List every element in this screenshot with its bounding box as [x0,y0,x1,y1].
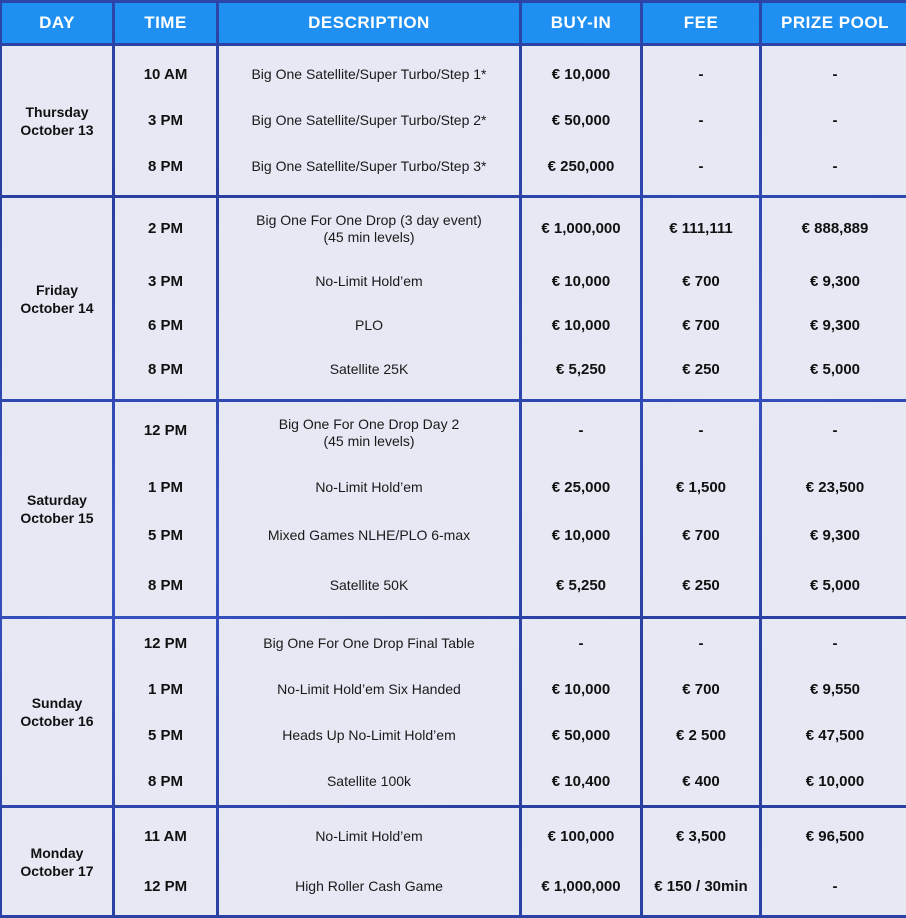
buy-in-cell [522,46,640,195]
event-time: 10 AM [143,66,188,84]
event-prize-pool: € 9,550 [809,680,861,698]
event-description-note: (45 min levels) [323,229,415,246]
event-fee: € 250 [682,576,720,594]
day-row-monday [2,808,906,915]
event-time: 3 PM [147,112,183,130]
event-description: Big One Satellite/Super Turbo/Step 2* [251,112,487,129]
buy-in-cell [522,808,640,915]
day-cell [2,402,112,615]
event-prize-pool: € 888,889 [801,220,869,238]
time-cell [115,619,216,805]
event-buy-in: € 10,000 [551,316,611,334]
event-time: 8 PM [147,576,183,594]
event-time: 11 AM [144,828,187,846]
event-description: Big One For One Drop Final Table [263,634,475,651]
event-buy-in: € 1,000,000 [541,220,621,238]
event-description: No-Limit Hold’em [315,828,423,845]
event-description: Satellite 100k [326,772,412,789]
event-fee: - [698,66,704,84]
event-buy-in: € 25,000 [551,478,611,496]
event-prize-pool: € 23,500 [805,478,865,496]
event-buy-in: - [578,422,584,440]
column-header-fee: FEE [643,3,759,43]
column-header-buy-in: BUY-IN [522,3,640,43]
event-fee: € 3,500 [675,828,727,846]
event-time: 3 PM [147,272,183,290]
event-description-note: (45 min levels) [323,433,415,450]
description-cell [219,808,519,915]
event-time: 12 PM [143,422,188,440]
event-time: 2 PM [147,220,183,238]
event-buy-in: € 100,000 [547,828,615,846]
fee-cell [643,198,759,399]
event-time: 8 PM [147,360,183,378]
day-name: Thursday [25,103,89,120]
event-time: 8 PM [147,158,183,176]
day-row-sunday [2,619,906,805]
event-fee: € 1,500 [675,478,727,496]
event-fee: € 150 / 30min [654,878,748,896]
fee-cell [643,619,759,805]
event-prize-pool: - [832,158,838,176]
event-fee: € 700 [682,316,720,334]
event-time: 8 PM [147,772,183,790]
event-time: 1 PM [147,680,183,698]
event-prize-pool: - [832,66,838,84]
event-time: 12 PM [143,634,188,652]
day-cell [2,46,112,195]
event-buy-in: € 10,000 [551,272,611,290]
event-prize-pool: - [832,878,838,896]
prize-pool-cell [762,46,906,195]
event-buy-in: € 10,000 [551,526,611,544]
buy-in-cell [522,619,640,805]
event-buy-in: € 5,250 [555,576,607,594]
day-name: Friday [35,281,78,298]
column-header-time: TIME [115,3,216,43]
event-description: Heads Up No-Limit Hold’em [282,726,456,743]
event-fee: € 250 [682,360,720,378]
event-description: Big One Satellite/Super Turbo/Step 1* [251,66,487,83]
column-header-prize-pool: PRIZE POOL [762,3,906,43]
time-cell [115,402,216,615]
day-date: October 15 [20,510,94,527]
event-description: Mixed Games NLHE/PLO 6-max [267,526,471,543]
time-cell [115,198,216,399]
event-buy-in: € 10,000 [551,66,611,84]
event-description: No-Limit Hold’em [315,478,423,495]
event-fee: € 700 [682,526,720,544]
event-prize-pool: € 96,500 [805,828,865,846]
event-fee: € 400 [682,772,720,790]
event-description: Big One For One Drop (3 day event) [256,212,482,229]
event-time: 6 PM [147,316,183,334]
column-header-description: DESCRIPTION [219,3,519,43]
event-prize-pool: € 5,000 [809,576,861,594]
event-buy-in: € 1,000,000 [541,878,621,896]
day-date: October 16 [20,713,94,730]
event-fee: - [698,158,704,176]
day-cell [2,808,112,915]
event-buy-in: € 5,250 [555,360,607,378]
event-buy-in: € 10,400 [551,772,611,790]
event-time: 5 PM [147,726,183,744]
event-prize-pool: € 47,500 [805,726,865,744]
event-prize-pool: € 10,000 [805,772,865,790]
description-cell [219,402,519,615]
event-fee: € 111,111 [669,220,733,238]
day-cell [2,619,112,805]
header-row [2,3,906,43]
event-fee: - [698,634,704,652]
event-time: 5 PM [147,526,183,544]
event-prize-pool: € 9,300 [809,526,861,544]
description-cell [219,198,519,399]
event-time: 12 PM [143,878,188,896]
day-name: Sunday [31,695,83,712]
prize-pool-cell [762,402,906,615]
event-description: No-Limit Hold’em [315,272,423,289]
event-description: Satellite 50K [329,576,409,593]
buy-in-cell [522,402,640,615]
event-fee: € 700 [682,272,720,290]
description-cell [219,46,519,195]
day-name: Monday [30,844,84,861]
event-buy-in: € 10,000 [551,680,611,698]
event-description: High Roller Cash Game [295,878,443,895]
prize-pool-cell [762,619,906,805]
event-fee: - [698,422,704,440]
event-description: Big One Satellite/Super Turbo/Step 3* [251,158,487,175]
event-description: Big One For One Drop Day 2 [278,416,460,433]
day-row-friday [2,198,906,399]
day-row-saturday [2,402,906,615]
fee-cell [643,402,759,615]
time-cell [115,808,216,915]
event-prize-pool: - [832,422,838,440]
event-description: PLO [354,316,383,333]
event-time: 1 PM [147,478,183,496]
day-row-thursday [2,46,906,195]
day-date: October 13 [20,121,94,138]
event-prize-pool: € 9,300 [809,272,861,290]
event-description: Satellite 25K [329,360,409,377]
description-cell [219,619,519,805]
day-cell [2,198,112,399]
event-prize-pool: - [832,634,838,652]
event-buy-in: € 50,000 [551,112,611,130]
event-fee: € 700 [682,680,720,698]
event-fee: € 2 500 [675,726,727,744]
prize-pool-cell [762,808,906,915]
fee-cell [643,46,759,195]
event-description: No-Limit Hold’em Six Handed [277,680,461,697]
buy-in-cell [522,198,640,399]
event-buy-in: € 50,000 [551,726,611,744]
column-header-day: DAY [2,3,112,43]
day-date: October 17 [20,862,94,879]
prize-pool-cell [762,198,906,399]
fee-cell [643,808,759,915]
event-prize-pool: - [832,112,838,130]
day-name: Saturday [27,492,87,509]
event-fee: - [698,112,704,130]
event-buy-in: € 250,000 [547,158,615,176]
event-prize-pool: € 9,300 [809,316,861,334]
event-prize-pool: € 5,000 [809,360,861,378]
event-buy-in: - [578,634,584,652]
day-date: October 14 [20,299,94,316]
time-cell [115,46,216,195]
